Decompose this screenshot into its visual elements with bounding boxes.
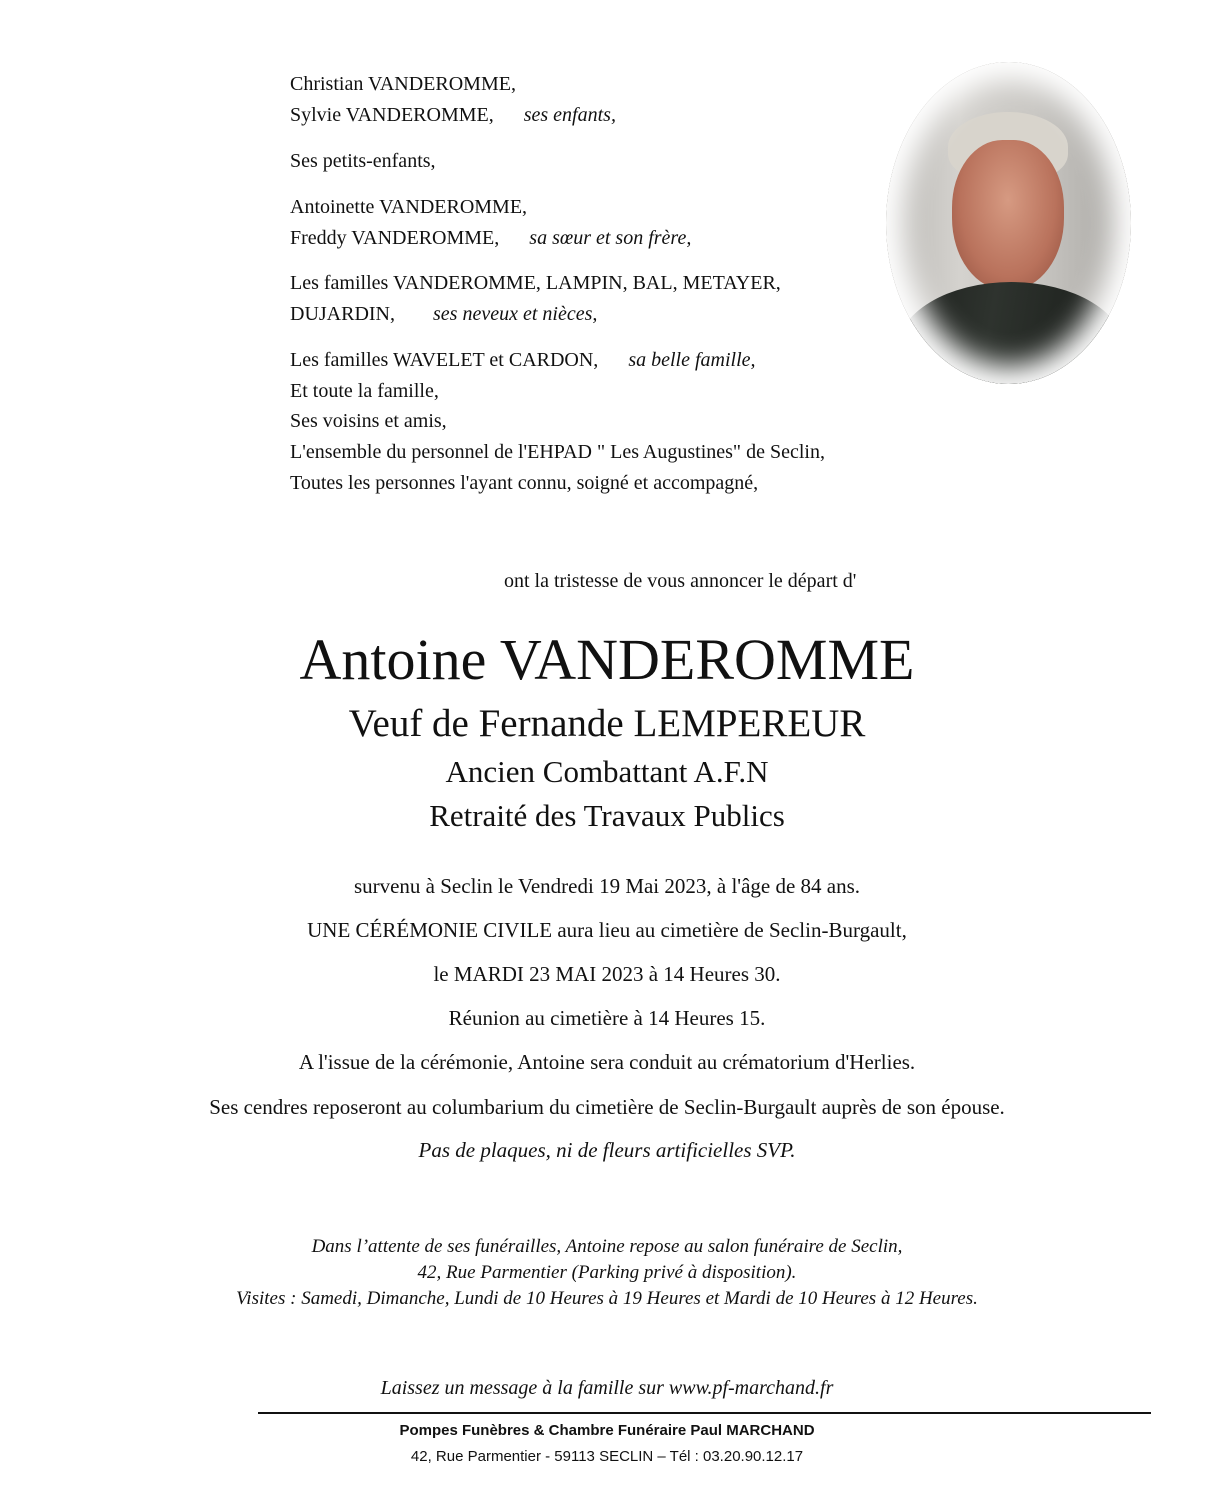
ceremony-line: [0, 916, 1214, 944]
relation-label: ses enfants,: [523, 104, 616, 126]
title-retired: Retraité des Travaux Publics: [429, 798, 785, 833]
family-line-neighbors: Ses voisins et amis,: [290, 410, 447, 432]
title-veteran: Ancien Combattant A.F.N: [445, 754, 769, 789]
family-line-children-1: Christian VANDEROMME,: [290, 73, 516, 95]
family-line-in-laws: [290, 345, 756, 376]
family-line-families: Les familles VANDEROMME, LAMPIN, BAL, METAYER,: [290, 272, 781, 294]
family-line-sister: Antoinette VANDEROMME,: [290, 196, 528, 218]
family-line-whole-family: Et toute la famille,: [290, 380, 439, 402]
family-name: Les familles WAVELET et CARDON,: [290, 349, 599, 371]
family-name: Sylvie VANDEROMME,: [290, 104, 494, 126]
death-details: survenu à Seclin le Vendredi 19 Mai 2023, à l'âge de 84 ans.: [353, 874, 861, 898]
ceremony-date: le MARDI 23 MAI 2023 à 14 Heures 30.: [433, 962, 781, 986]
funeral-home-address: 42, Rue Parmentier - 59113 SECLIN – Tél : 03.20.90.12.17: [410, 1448, 804, 1465]
photo-vignette: [886, 62, 1131, 384]
meeting-time: Réunion au cimetière à 14 Heures 15.: [448, 1006, 766, 1030]
family-line-grandchildren: Ses petits-enfants,: [290, 150, 436, 172]
family-line-brother: [290, 223, 691, 254]
flowers-request: Pas de plaques, ni de fleurs artificielles SVP.: [418, 1138, 796, 1162]
family-name: Freddy VANDEROMME,: [290, 227, 500, 249]
family-line-children-2: [290, 100, 616, 131]
family-line-nephews: [290, 299, 597, 330]
portrait-photo: [886, 62, 1131, 384]
ashes-line: Ses cendres reposeront au columbarium du cimetière de Seclin-Burgault auprès de son épouse.: [209, 1095, 1005, 1119]
spouse-line: Veuf de Fernande LEMPEREUR: [348, 702, 866, 745]
relation-label: sa belle famille,: [628, 349, 756, 371]
announce-text: ont la tristesse de vous annoncer le départ d': [504, 570, 857, 592]
funeral-home-name: Pompes Funèbres & Chambre Funéraire Paul MARCHAND: [399, 1422, 815, 1439]
deceased-name: Antoine VANDEROMME: [299, 627, 915, 692]
visits-line-2: 42, Rue Parmentier (Parking privé à disposition).: [417, 1262, 797, 1283]
visits-line-3: Visites : Samedi, Dimanche, Lundi de 10 Heures à 19 Heures et Mardi de 10 Heures à 12 Heures.: [236, 1288, 978, 1309]
crematorium-line: A l'issue de la cérémonie, Antoine sera conduit au crématorium d'Herlies.: [298, 1050, 916, 1074]
relation-label: sa sœur et son frère,: [529, 227, 692, 249]
family-name: DUJARDIN,: [290, 303, 395, 325]
relation-label: ses neveux et nièces,: [433, 303, 598, 325]
ceremony-caps: UNE CÉRÉMONIE CIVILE: [307, 918, 553, 942]
footer-divider: [258, 1412, 1151, 1414]
family-line-caregivers: Toutes les personnes l'ayant connu, soigné et accompagné,: [290, 472, 759, 494]
family-line-ehpad: L'ensemble du personnel de l'EHPAD " Les Augustines" de Seclin,: [290, 441, 825, 463]
ceremony-rest: aura lieu au cimetière de Seclin-Burgault,: [552, 918, 907, 942]
visits-line-1: Dans l’attente de ses funérailles, Antoine repose au salon funéraire de Seclin,: [311, 1236, 903, 1257]
guestbook-message: Laissez un message à la famille sur www.pf-marchand.fr: [380, 1377, 834, 1399]
